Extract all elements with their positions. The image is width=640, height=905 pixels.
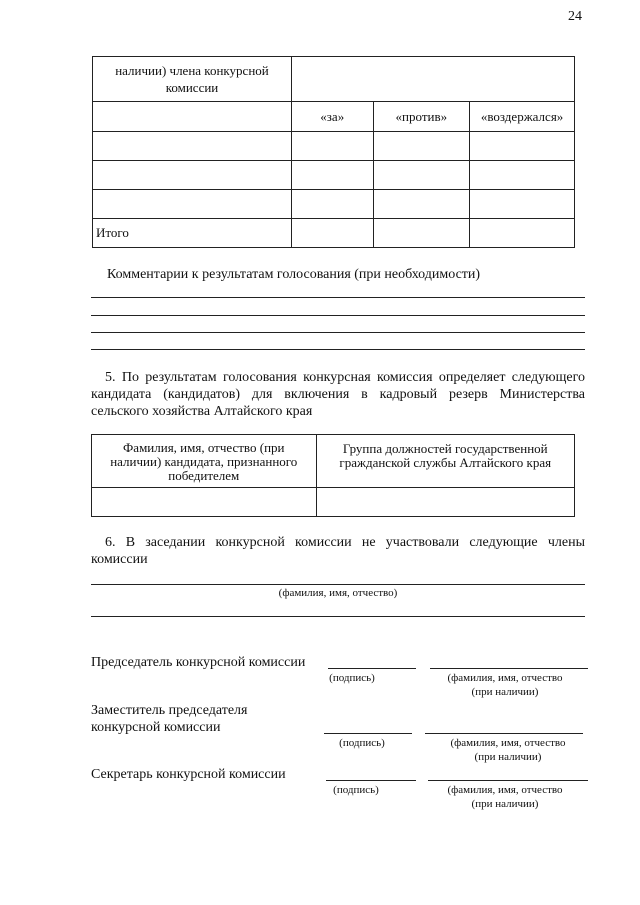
page-number: 24: [568, 9, 582, 24]
table-cell: [470, 132, 575, 161]
signature-hint: (подпись): [329, 672, 375, 684]
fio-hint: (фамилия, имя, отчество): [278, 587, 398, 599]
table-cell: [291, 132, 373, 161]
voting-results-table: [92, 56, 575, 248]
table-cell: [92, 488, 317, 517]
comment-line: [91, 315, 585, 316]
position-group-header: Группа должностей государственной гражданской службы Алтайского края: [339, 441, 552, 470]
table-cell: [93, 102, 292, 132]
secretary-label: Секретарь конкурсной комиссии: [91, 767, 286, 782]
fio-hint: (при наличии): [471, 686, 539, 698]
comments-label: Комментарии к результатам голосования (при необходимости): [107, 267, 481, 282]
table-cell: [316, 488, 574, 517]
table-cell: [93, 190, 292, 219]
signature-hint: (подпись): [333, 784, 379, 796]
table-cell: [291, 219, 373, 248]
vote-header-empty-cell: [291, 57, 574, 102]
table-row: [93, 190, 575, 219]
absent-members-line: [91, 584, 585, 585]
comment-line: [91, 349, 585, 350]
position-group-header-cell: [316, 435, 574, 488]
section-5-text: 5. По результатам голосования конкурсная комиссия определяет следующего кандидата (кандидатов) для включения в кадровый резерв Министерства сельского хозяйства Алтайского края: [91, 370, 585, 419]
winner-name-header: Фамилия, имя, отчество (при наличии) кандидата, признанного победителем: [110, 439, 298, 483]
deputy-name-line: [425, 733, 583, 734]
table-cell: [93, 161, 292, 190]
secretary-signature-line: [326, 780, 416, 781]
absent-members-line: [91, 616, 585, 617]
signature-hint: (подпись): [339, 737, 385, 749]
fio-hint: (при наличии): [474, 751, 542, 763]
fio-hint: (фамилия, имя, отчество: [447, 672, 563, 684]
chairman-signature-line: [328, 668, 416, 669]
deputy-label: Заместитель председателя: [91, 703, 248, 718]
table-cell: [291, 161, 373, 190]
fio-hint: (при наличии): [471, 798, 539, 810]
member-name-header-cell: [93, 57, 292, 102]
table-cell: [470, 219, 575, 248]
fio-hint: (фамилия, имя, отчество: [447, 784, 563, 796]
winner-table: [91, 434, 575, 517]
deputy-signature-line: [324, 733, 412, 734]
winner-name-header-cell: [92, 435, 317, 488]
chairman-label: Председатель конкурсной комиссии: [91, 655, 306, 670]
col-for-header: «за»: [291, 102, 373, 132]
table-row: [93, 161, 575, 190]
table-cell: [373, 161, 470, 190]
table-cell: [373, 132, 470, 161]
member-name-header: наличии) члена конкурсной комиссии: [115, 63, 269, 95]
comment-line: [91, 332, 585, 333]
chairman-name-line: [430, 668, 588, 669]
table-cell: [291, 190, 373, 219]
secretary-name-line: [428, 780, 588, 781]
section-6-text: 6. В заседании конкурсной комиссии не участвовали следующие члены комиссии: [91, 535, 585, 567]
total-cell: [93, 219, 292, 248]
table-cell: [373, 190, 470, 219]
table-row: [93, 132, 575, 161]
comment-line: [91, 297, 585, 298]
fio-hint: (фамилия, имя, отчество: [450, 737, 566, 749]
table-cell: [470, 190, 575, 219]
total-label: Итого: [96, 225, 129, 240]
deputy-label: конкурсной комиссии: [91, 720, 221, 735]
table-cell: [373, 219, 470, 248]
total-row: [93, 219, 575, 248]
col-abstained-header: «воздержался»: [470, 102, 575, 132]
table-cell: [93, 132, 292, 161]
col-against-header: «против»: [373, 102, 470, 132]
table-cell: [470, 161, 575, 190]
table-row: [92, 488, 575, 517]
